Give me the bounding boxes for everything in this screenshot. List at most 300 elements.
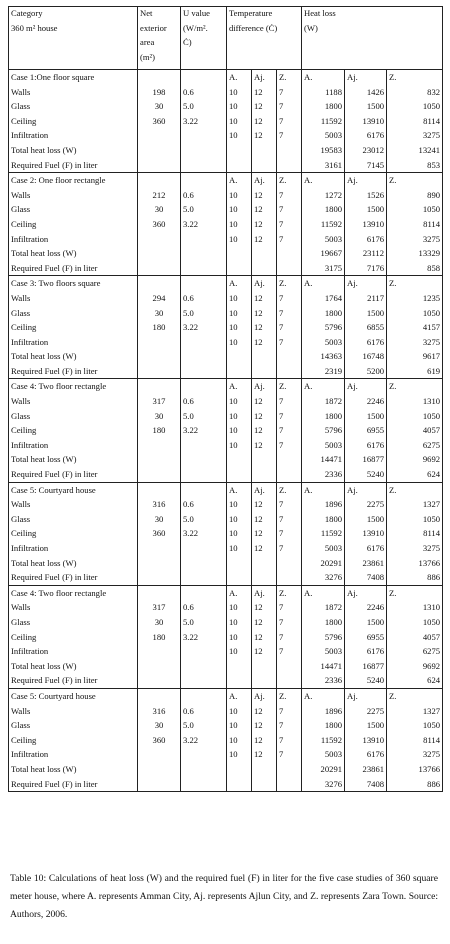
row-label: Walls [11,705,31,716]
heat-loss-ajlun-value: 7408 [366,572,385,583]
temp-diff-zara-value [279,452,299,467]
case-labels-cell [9,482,138,585]
temp-diff-ajlun-cell [252,379,277,482]
temp-diff-ajlun-value: 12 [254,720,263,731]
heat-loss-ajlun-value: 1426 [366,86,385,97]
row-label: Infiltration [11,439,49,450]
temp-diff-amman-value [229,246,249,261]
category-label: Category [11,8,43,18]
header-text: U value [183,8,210,18]
u-value-value [183,673,224,688]
net-area-value: 317 [152,396,166,407]
temp-diff-zara-value: 7 [279,513,284,524]
spacer [183,173,224,188]
net-area-cell [138,70,181,173]
heat-loss-ajlun-value: 2246 [366,396,385,407]
temp-diff-amman-value: 10 [229,396,238,407]
net-area-value: 30 [154,410,164,421]
temp-diff-zara-cell [277,688,302,791]
temp-diff-ajlun-value [254,673,274,688]
column-label: Z. [389,587,397,598]
u-value-value: 3.22 [183,528,199,539]
heat-loss-amman-value: 11592 [320,115,343,126]
spacer [140,70,178,85]
table-caption: Table 10: Calculations of heat loss (W) and the required fuel (F) in liter for the five case studies of 360 square meter house, where A. represents Amman City, Aj. represents Ajlun City, and Z. represents Zara Town. Source: Authors, 2006. [10,872,438,921]
temp-diff-amman-value [229,143,249,158]
column-label: Aj. [347,175,358,186]
u-value-value: 3.22 [183,631,199,642]
temp-diff-amman-value: 10 [229,292,238,303]
heat-loss-ajlun-value: 16748 [362,351,385,362]
heat-loss-zara-value: 1310 [422,396,441,407]
net-area-value: 294 [152,292,166,303]
net-area-value [140,762,178,777]
u-value-value [183,246,224,261]
heat-loss-amman-value: 5003 [324,439,343,450]
column-label: Aj. [347,72,358,82]
temp-diff-amman-value: 10 [229,101,238,112]
u-value-cell [181,482,227,585]
heat-loss-zara-value: 13766 [418,557,441,568]
temp-diff-zara-value [279,673,299,688]
column-label: A. [304,72,313,82]
row-label: Infiltration [11,646,49,657]
temp-diff-ajlun-value [254,452,274,467]
temp-diff-ajlun-cell [252,173,277,276]
heat-loss-zara-cell [387,688,443,791]
heat-loss-ajlun-value: 23012 [362,144,385,155]
net-area-value [140,644,178,659]
temp-diff-ajlun-value: 12 [254,322,263,333]
temp-diff-zara-value: 7 [279,410,284,421]
u-value-value: 0.6 [183,189,194,200]
temp-diff-ajlun-value: 12 [254,439,263,450]
temp-diff-zara-value: 7 [279,307,284,318]
temp-diff-zara-value [279,762,299,777]
temp-diff-amman-cell [227,688,252,791]
heat-loss-amman-value: 2336 [324,469,343,480]
house-label: 360 m² house [11,22,58,33]
heat-loss-amman-value: 5003 [324,749,343,760]
case-title: Case 4: Two floor rectangle [11,381,107,392]
column-label: Z. [389,381,397,392]
temp-diff-ajlun-value: 12 [254,410,263,421]
heat-loss-amman-cell [302,70,345,173]
temp-diff-amman-value: 10 [229,631,238,642]
column-label: A. [229,278,238,289]
case-title: Case 1:One floor square [11,72,95,82]
net-area-cell [138,379,181,482]
temp-diff-ajlun-value [254,261,274,276]
temp-diff-amman-value: 10 [229,616,238,627]
column-label: Z. [279,484,287,495]
heat-loss-zara-cell [387,585,443,688]
row-label: Walls [11,189,31,200]
case-block [9,379,443,482]
u-value-value: 0.6 [183,602,194,613]
spacer [140,379,178,394]
heat-loss-zara-value: 13241 [418,144,441,155]
temp-diff-amman-value: 10 [229,233,238,244]
temp-diff-amman-value: 10 [229,410,238,421]
heat-loss-zara-value: 1050 [422,410,441,421]
heat-loss-zara-value: 3275 [422,543,441,553]
heat-loss-ajlun-cell [345,276,387,379]
temp-diff-ajlun-value: 12 [254,513,263,524]
temp-diff-zara-value [279,349,299,364]
temp-diff-ajlun-value: 12 [254,396,263,407]
column-label: Z. [389,72,397,82]
case-block [9,173,443,276]
heat-loss-zara-value: 6275 [422,646,441,657]
heat-loss-amman-value: 1896 [324,499,343,510]
net-area-value: 180 [152,425,166,436]
header-text: Heat loss [304,8,336,18]
temp-diff-ajlun-value: 12 [254,734,263,745]
u-value-value: 3.22 [183,115,199,126]
temp-diff-amman-value: 10 [229,307,238,318]
heat-loss-ajlun-value: 6176 [366,233,385,244]
heat-loss-amman-value: 1800 [324,204,343,215]
heat-loss-zara-value: 1310 [422,602,441,613]
heat-loss-zara-value: 1050 [422,720,441,731]
row-label: Walls [11,86,31,97]
temp-diff-ajlun-value: 12 [254,499,263,510]
net-area-value: 30 [154,204,164,215]
row-label: Total heat loss (W) [11,660,77,671]
heat-loss-zara-value: 853 [427,159,441,170]
temp-diff-amman-value: 10 [229,322,238,333]
row-label: Glass [11,410,31,421]
temp-diff-zara-cell [277,585,302,688]
heat-loss-amman-value: 5003 [324,336,343,347]
u-value-cell [181,173,227,276]
row-label: Ceiling [11,528,37,539]
case-labels-cell [9,276,138,379]
u-value-value: 0.6 [183,705,194,716]
row-label: Ceiling [11,734,37,745]
case-title: Case 4: Two floor rectangle [11,587,107,598]
heat-loss-amman-value: 1896 [324,705,343,716]
temp-diff-amman-cell [227,585,252,688]
heat-loss-amman-cell [302,173,345,276]
heat-loss-ajlun-value: 2275 [366,499,385,510]
heat-loss-amman-value: 5003 [324,543,343,553]
column-label: A. [304,381,313,392]
spacer [140,586,178,601]
temp-diff-amman-value: 10 [229,189,238,200]
u-value-value [183,644,224,659]
net-area-value: 317 [152,602,166,613]
row-label: Glass [11,204,31,215]
temp-diff-ajlun-cell [252,70,277,173]
temp-diff-zara-value [279,659,299,674]
heat-loss-ajlun-value: 7176 [366,262,385,273]
row-label: Required Fuel (F) in liter [11,262,98,273]
row-label: Ceiling [11,218,37,229]
heat-loss-zara-value: 1050 [422,101,441,112]
u-value-cell [181,688,227,791]
u-value-header [181,7,227,70]
heat-loss-zara-value: 1235 [422,292,441,303]
row-label: Total heat loss (W) [11,557,77,568]
heat-loss-zara-value: 3275 [422,749,441,760]
u-value-cell [181,585,227,688]
heat-loss-zara-value: 4157 [422,322,441,333]
spacer [183,276,224,291]
temp-diff-ajlun-value: 12 [254,425,263,436]
column-label: Z. [389,175,397,186]
u-value-value: 3.22 [183,322,199,333]
heat-loss-zara-value: 1050 [422,307,441,318]
u-value-value [183,364,224,379]
header-text: Ċ) [183,37,192,48]
temp-diff-amman-value: 10 [229,513,238,524]
row-label: Glass [11,616,31,627]
temp-diff-amman-value: 10 [229,646,238,657]
temp-diff-zara-value: 7 [279,499,284,510]
temp-diff-ajlun-value [254,143,274,158]
heat-loss-ajlun-value: 1500 [366,204,385,215]
heat-loss-amman-value: 1764 [324,292,343,303]
heat-loss-amman-value: 19667 [320,248,343,259]
temp-diff-ajlun-value [254,467,274,482]
temp-diff-ajlun-cell [252,276,277,379]
heat-loss-zara-value: 890 [427,189,441,200]
temp-diff-ajlun-value [254,570,274,585]
heat-loss-zara-value: 9692 [422,454,441,465]
temp-diff-zara-value: 7 [279,130,284,141]
column-label: A. [304,484,313,495]
heat-loss-zara-value: 6275 [422,439,441,450]
heat-loss-amman-value: 19583 [320,144,343,155]
net-area-value [140,452,178,467]
heat-loss-ajlun-value: 5240 [366,675,385,686]
u-value-value: 0.6 [183,499,194,510]
heat-loss-zara-cell [387,379,443,482]
heat-loss-ajlun-value: 1500 [366,410,385,421]
header-text: Net [140,8,153,18]
temp-diff-amman-value: 10 [229,528,238,539]
temp-diff-ajlun-value: 12 [254,616,263,627]
case-block [9,585,443,688]
u-value-value: 3.22 [183,218,199,229]
temp-diff-ajlun-value [254,556,274,571]
temp-diff-ajlun-value [254,659,274,674]
row-label: Required Fuel (F) in liter [11,365,98,376]
column-label: Aj. [347,381,358,392]
row-label: Walls [11,602,31,613]
net-area-value: 360 [152,218,166,229]
column-label: A. [304,175,313,186]
temp-diff-amman-value [229,762,249,777]
net-area-value [140,143,178,158]
temp-diff-zara-value [279,467,299,482]
row-label: Infiltration [11,749,49,760]
heat-loss-zara-value: 3275 [422,233,441,244]
temp-diff-ajlun-value: 12 [254,631,263,642]
row-label: Ceiling [11,115,37,126]
header-text: (m²) [140,51,155,62]
temp-diff-amman-value: 10 [229,336,238,347]
heat-loss-ajlun-value: 6955 [366,631,385,642]
u-value-value [183,570,224,585]
temp-diff-zara-value: 7 [279,322,284,333]
temp-diff-zara-value: 7 [279,189,284,200]
heat-loss-amman-cell [302,482,345,585]
row-label: Glass [11,720,31,731]
net-area-value: 30 [154,720,164,731]
temp-diff-amman-cell [227,379,252,482]
heat-loss-amman-value: 1800 [324,101,343,112]
temp-diff-zara-cell [277,70,302,173]
temp-diff-ajlun-value: 12 [254,292,263,303]
temp-diff-zara-value: 7 [279,720,284,731]
net-area-cell [138,173,181,276]
temp-diff-ajlun-value: 12 [254,307,263,318]
u-value-value [183,747,224,762]
row-label: Ceiling [11,631,37,642]
column-label: A. [229,484,238,495]
heat-loss-amman-value: 1272 [324,189,343,200]
row-label: Total heat loss (W) [11,248,77,259]
u-value-value: 0.6 [183,86,194,97]
temp-diff-zara-value [279,143,299,158]
temp-diff-amman-value: 10 [229,602,238,613]
column-label: Aj. [254,381,265,392]
heat-loss-amman-value: 5003 [324,233,343,244]
temp-diff-amman-value: 10 [229,720,238,731]
net-area-value [140,349,178,364]
heat-loss-ajlun-value: 7408 [366,778,385,789]
temp-diff-ajlun-value: 12 [254,705,263,716]
column-label: Z. [279,278,287,289]
heat-loss-ajlun-value: 1500 [366,720,385,731]
temp-diff-ajlun-value: 12 [254,115,263,126]
case-block [9,276,443,379]
heat-loss-amman-value: 1800 [324,410,343,421]
net-area-value [140,777,178,792]
heat-loss-ajlun-value: 13910 [362,734,385,745]
temp-diff-amman-value: 10 [229,705,238,716]
temp-diff-zara-value [279,777,299,792]
temp-diff-zara-value [279,556,299,571]
heat-loss-zara-value: 9617 [422,351,441,362]
heat-loss-amman-cell [302,379,345,482]
row-label: Walls [11,499,31,510]
net-area-value [140,335,178,350]
row-label: Walls [11,396,31,407]
row-label: Infiltration [11,233,49,244]
net-area-value [140,261,178,276]
heat-loss-ajlun-value: 6176 [366,543,385,553]
temp-diff-zara-cell [277,379,302,482]
heat-loss-zara-value: 13766 [418,763,441,774]
net-area-value [140,438,178,453]
row-label: Walls [11,292,31,303]
temp-diff-ajlun-value [254,246,274,261]
net-area-value: 316 [152,705,166,716]
column-label: Aj. [254,278,265,289]
net-area-value [140,556,178,571]
header-text: difference (Ċ) [229,22,278,33]
heat-loss-ajlun-value: 23112 [362,248,385,259]
temp-diff-zara-value [279,364,299,379]
spacer [183,483,224,498]
temp-diff-ajlun-value: 12 [254,528,263,539]
heat-loss-amman-value: 1800 [324,616,343,627]
heat-loss-ajlun-value: 7145 [366,159,385,170]
temp-diff-amman-value: 10 [229,86,238,97]
row-label: Required Fuel (F) in liter [11,572,98,583]
temp-diff-amman-cell [227,482,252,585]
row-label: Ceiling [11,425,37,436]
column-label: Aj. [347,587,358,598]
heat-loss-amman-value: 3175 [324,262,343,273]
column-label: A. [304,278,313,289]
net-area-value: 212 [152,189,166,200]
heat-loss-ajlun-value: 2246 [366,602,385,613]
temp-diff-amman-value: 10 [229,543,238,553]
column-label: Aj. [254,175,265,186]
row-label: Required Fuel (F) in liter [11,469,98,480]
temp-diff-zara-value [279,261,299,276]
case-title: Case 3: Two floors square [11,278,101,289]
temp-diff-zara-value [279,158,299,173]
case-labels-cell [9,379,138,482]
temp-diff-zara-value: 7 [279,86,284,97]
case-title: Case 5: Courtyard house [11,690,96,701]
heat-loss-ajlun-value: 6176 [366,336,385,347]
row-label: Required Fuel (F) in liter [11,675,98,686]
spacer [183,379,224,394]
temp-diff-ajlun-value: 12 [254,749,263,760]
u-value-value: 5.0 [183,616,194,627]
temp-diff-ajlun-value [254,349,274,364]
net-area-value: 360 [152,528,166,539]
temp-diff-zara-value: 7 [279,602,284,613]
spacer [183,586,224,601]
heat-loss-amman-cell [302,585,345,688]
row-label: Ceiling [11,322,37,333]
heat-loss-header [302,7,443,70]
temp-diff-zara-value [279,246,299,261]
column-label: Z. [389,690,397,701]
row-label: Required Fuel (F) in liter [11,159,98,170]
u-value-value [183,143,224,158]
heat-loss-zara-value: 858 [427,262,441,273]
column-label: Z. [279,690,287,701]
temp-diff-ajlun-value: 12 [254,130,263,141]
temp-diff-zara-value: 7 [279,631,284,642]
heat-loss-zara-value: 9692 [422,660,441,671]
heat-loss-ajlun-value: 2117 [367,292,385,303]
temp-diff-zara-value: 7 [279,705,284,716]
column-label: Z. [279,72,287,82]
net-area-value: 30 [154,616,164,627]
temp-diff-ajlun-value: 12 [254,646,263,657]
u-value-value: 5.0 [183,307,194,318]
u-value-value [183,777,224,792]
header-text: (W) [304,22,318,33]
temp-diff-amman-cell [227,276,252,379]
row-label: Total heat loss (W) [11,763,77,774]
heat-loss-ajlun-value: 6176 [366,130,385,141]
heat-loss-amman-value: 5003 [324,646,343,657]
temp-diff-ajlun-value: 12 [254,218,263,229]
column-label: A. [229,72,238,82]
heat-loss-zara-cell [387,482,443,585]
